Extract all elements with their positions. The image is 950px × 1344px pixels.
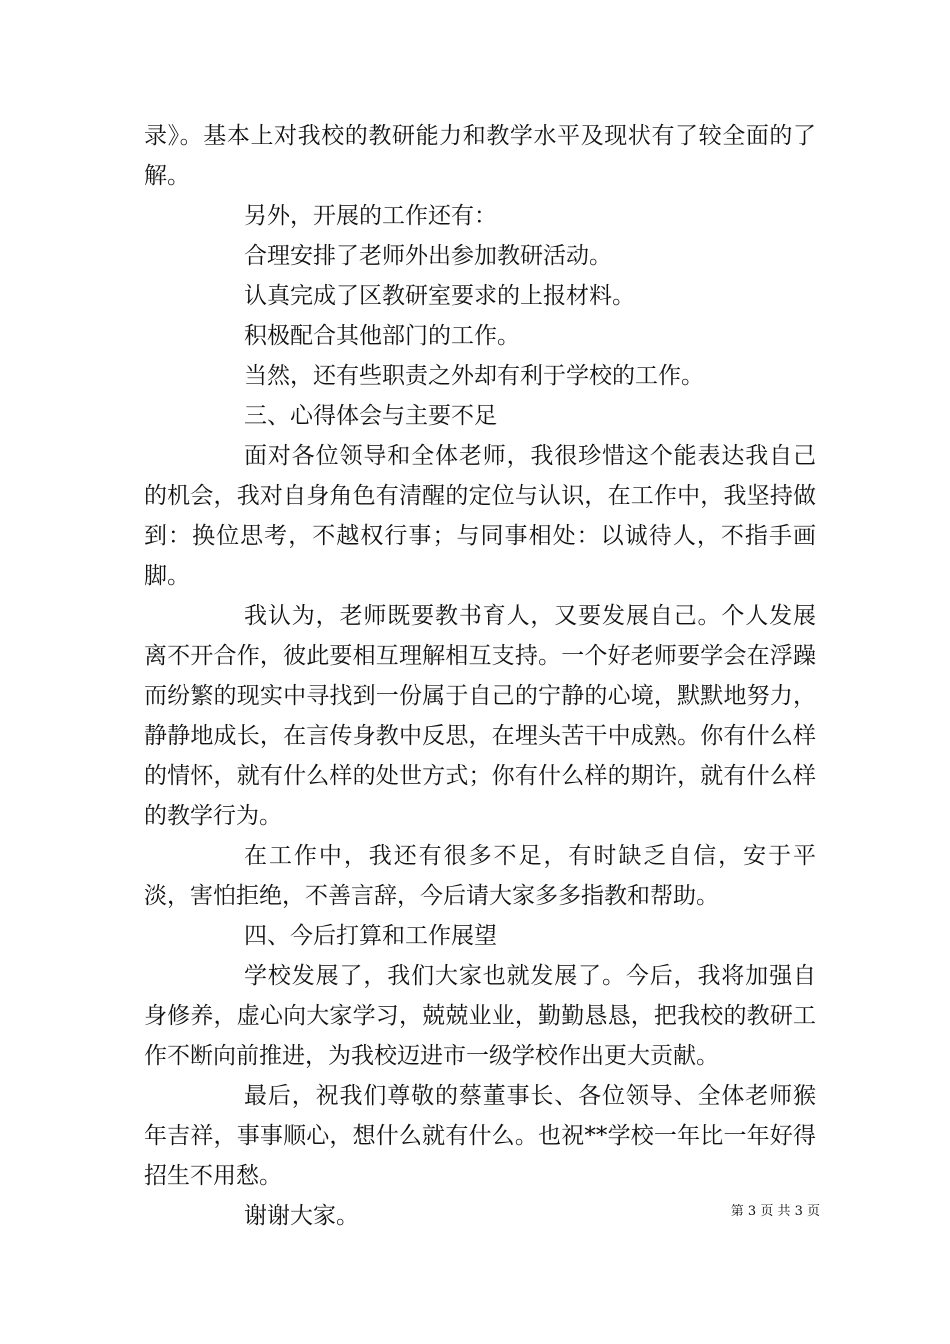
paragraph: 另外，开展的工作还有： [244, 203, 497, 229]
paragraph: 合理安排了老师外出参加教研活动。 [244, 243, 612, 269]
paragraph: 录》。基本上对我校的教研能力和教学水平及现状有了较全面的了解。 [144, 123, 816, 189]
paragraph: 我认为，老师既要教书育人，又要发展自己。个人发展离不开合作，彼此要相互理解相互支持。一个好老师要学会在浮躁而纷繁的现实中寻找到一份属于自己的宁静的心境，默默地努力，静静地成长，在言传身教中反思，在埋头苦干中成熟。你有什么样的情怀，就有什么样的处世方式；你有什么样的期许，就有什么样的教学行为。 [144, 603, 816, 829]
document-body [144, 116, 816, 1236]
paragraph: 当然，还有些职责之外却有利于学校的工作。 [244, 363, 704, 389]
closing-line: 谢谢大家。 [244, 1203, 359, 1229]
section-heading: 三、心得体会与主要不足 [244, 403, 497, 429]
paragraph: 面对各位领导和全体老师，我很珍惜这个能表达我自己的机会，我对自身角色有清醒的定位与认识，在工作中，我坚持做到：换位思考，不越权行事；与同事相处：以诚待人，不指手画脚。 [144, 443, 816, 589]
paragraph: 认真完成了区教研室要求的上报材料。 [244, 283, 635, 309]
paragraph: 最后，祝我们尊敬的蔡董事长、各位领导、全体老师猴年吉祥，事事顺心，想什么就有什么。也祝**学校一年比一年好得招生不用愁。 [144, 1083, 816, 1189]
page-number-footer: 第 3 页 共 3 页 [730, 1204, 820, 1219]
paragraph: 在工作中，我还有很多不足，有时缺乏自信，安于平淡，害怕拒绝，不善言辞，今后请大家多多指教和帮助。 [144, 843, 816, 909]
paragraph: 积极配合其他部门的工作。 [244, 323, 520, 349]
paragraph: 学校发展了，我们大家也就发展了。今后，我将加强自身修养，虚心向大家学习，兢兢业业，勤勤恳恳，把我校的教研工作不断向前推进，为我校迈进市一级学校作出更大贡献。 [144, 963, 816, 1069]
section-heading: 四、今后打算和工作展望 [244, 923, 497, 949]
